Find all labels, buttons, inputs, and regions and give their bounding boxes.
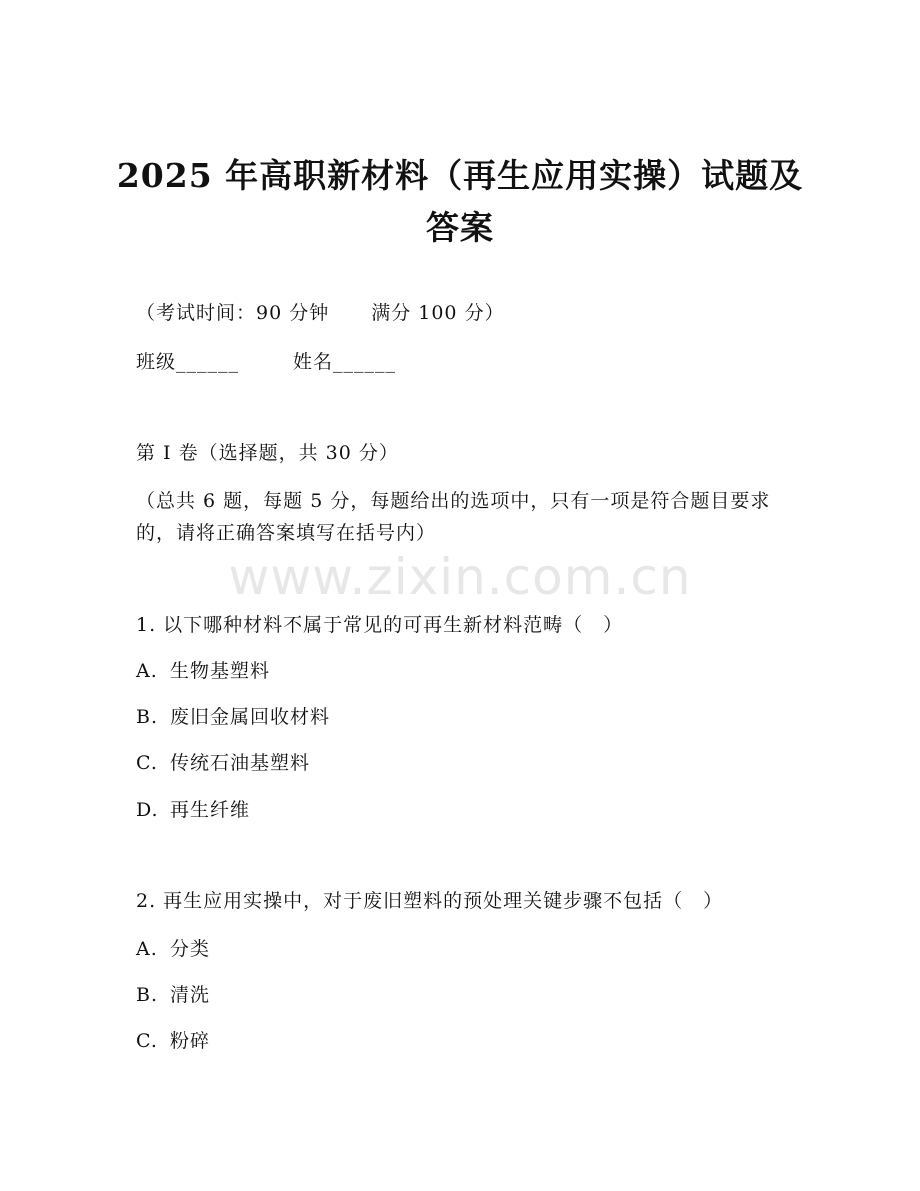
option-text: 粉碎 [170,1030,211,1052]
option-letter: B. [136,706,159,728]
question-1-option-a [136,656,270,686]
question-2-option-c [136,1026,210,1056]
option-text: 生物基塑料 [170,660,271,682]
question-1-stem: 1. 以下哪种材料不属于常见的可再生新材料范畴（ ） [136,614,624,636]
option-text: 再生纤维 [170,799,251,821]
title-line-1: 2025 年高职新材料（再生应用实操）试题及 [116,156,804,195]
option-letter: C. [136,1030,158,1052]
question-1-option-d [136,795,250,825]
option-letter: A. [136,938,158,960]
question-1-option-c [136,748,310,778]
class-field: 班级______ [136,351,240,373]
option-text: 清洗 [170,984,211,1006]
exam-time: （考试时间：90 分钟 [136,302,330,324]
question-2-option-b [136,980,210,1010]
question-1-option-b [136,702,330,732]
exam-info [136,298,505,328]
option-text: 废旧金属回收材料 [170,706,331,728]
option-text: 分类 [170,938,211,960]
option-letter: C. [136,752,158,774]
watermark: www.zixin.com.cn [228,548,692,606]
full-score: 满分 100 分） [371,302,505,324]
question-2-stem: 2. 再生应用实操中，对于废旧塑料的预处理关键步骤不包括（ ） [136,890,724,912]
title-line-2: 答案 [426,208,494,247]
student-info [136,347,396,377]
document-title [100,150,820,254]
option-letter: D. [136,799,159,821]
option-letter: A. [136,660,158,682]
question-2-option-a [136,934,210,964]
option-letter: B. [136,984,159,1006]
instructions: （总共 6 题，每题 5 分，每题给出的选项中，只有一项是符合题目要求的，请将正确答案填写在括号内） [136,490,771,544]
option-text: 传统石油基塑料 [170,752,311,774]
name-field: 姓名______ [293,351,397,373]
section-title: 第 I 卷（选择题，共 30 分） [136,442,399,464]
